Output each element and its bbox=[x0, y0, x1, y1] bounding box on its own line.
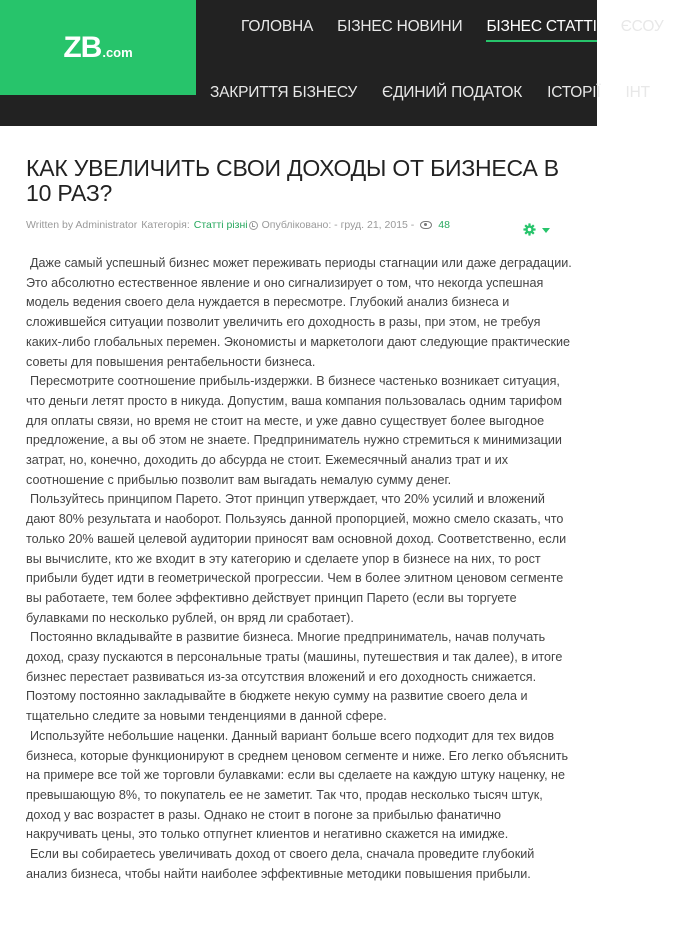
gear-icon bbox=[523, 223, 536, 236]
article-meta bbox=[26, 219, 450, 231]
caret-down-icon bbox=[542, 228, 550, 233]
article-paragraph: Пересмотрите соотношение прибыль-издержки. В бизнесе частенько возникает ситуация, что деньги летят просто в никуда. Допустим, ваша компания пользовалась одним тарифом для оплаты связи, но время не стоит на месте, и уже давно существует более выгодное предложение, а вы об этом не знаете. Предприниматель нужно стремиться к минимизации затрат, но, конечно, доходить до абсурда не стоит. Ежемесячный анализ трат и их соотношение с прибылью позволит вам выгадать немалую сумму денег. bbox=[26, 374, 563, 487]
eye-icon bbox=[420, 221, 432, 229]
meta-category-link[interactable]: Статті різні bbox=[193, 219, 248, 231]
article-paragraph: Используйте небольшие наценки. Данный вариант больше всего подходит для тех видов бизнеса, которые функционируют в среднем ценовом сегменте и ниже. Его легко объяснить на примере все той же торговли булавками: если вы сделаете на каждую штуку наценку, не превышающую 8%, то покупатель ее не заметит. Так что, продав несколько тысяч штук, доход у вас возрастет в разы. Однако не стоит в погоне за прибылью фанатично накручивать цены, это только отпугнет клиентов и негативно скажется на имидже. bbox=[26, 728, 569, 842]
article-title: КАК УВЕЛИЧИТЬ СВОИ ДОХОДЫ ОТ БИЗНЕСА В 10 РАЗ? bbox=[26, 155, 559, 206]
main-nav-row-2 bbox=[210, 84, 675, 106]
logo-text: ZB bbox=[63, 30, 102, 64]
article-paragraph: Пользуйтесь принципом Парето. Этот принцип утверждает, что 20% усилий и вложений дают 80% результата и наоборот. Пользуясь данной пропорцией, можно смело сказать, что только 20% вашей целевой аудитории приносят вам основной доход. Соответственно, если вы вычислите, кто же входит в эту категорию и сделаете упор в бизнесе на них, то рост прибыли будет идти в геометрической прогрессии. Чем в более элитном ценовом сегменте вы работаете, тем более эффективно действует принцип Парето (если вы торгуете булавками по несколько рублей, он вряд ли сработает). bbox=[26, 492, 567, 625]
nav-item-business-news[interactable]: БІЗНЕС НОВИНИ bbox=[337, 18, 463, 35]
nav-item-int[interactable]: ІНТ bbox=[625, 84, 650, 101]
nav-item-home[interactable]: ГОЛОВНА bbox=[241, 18, 314, 35]
meta-published: Опубліковано: - груд. 21, 2015 - bbox=[261, 219, 415, 231]
nav-item-esou[interactable]: ЄСОУ bbox=[620, 18, 664, 35]
article-body bbox=[26, 254, 572, 885]
logo-suffix: .com bbox=[102, 44, 133, 60]
article-tools-dropdown[interactable] bbox=[523, 223, 550, 236]
meta-author: Written by Administrator bbox=[26, 219, 138, 231]
article-paragraph: Постоянно вкладывайте в развитие бизнеса. Многие предприниматель, начав получать доход, сразу пускаются в персональные траты (машины, путешествия и так далее), в итоге бизнес перестает развиваться из-за отсутствия вложений и его доходность снижается. Поэтому постоянно закладывайте в бюджете некую сумму на развитие своего дела и тщательно следите за новыми тенденциями в данной сфере. bbox=[26, 630, 563, 724]
site-logo[interactable] bbox=[0, 0, 196, 95]
site-header bbox=[0, 0, 664, 126]
main-nav-row-1 bbox=[241, 18, 688, 42]
article-paragraph: Даже самый успешный бизнес может переживать периоды стагнации или даже деградации. Это абсолютно естественное явление и оно сигнализирует о том, что некогда успешная модель ведения своего дела нуждается в пересмотре. Глубокий анализ бизнеса и сложившейся ситуации позволит увеличить его доходность в разы, при этом, не требуя каких-либо глобальных перемен. Экономисты и маркетологи дают следующие практические советы для повышения рентабельности бизнеса. bbox=[26, 256, 572, 369]
nav-item-business-closure[interactable]: ЗАКРИТТЯ БІЗНЕСУ bbox=[210, 84, 358, 101]
clock-icon bbox=[249, 221, 258, 230]
nav-item-business-articles[interactable]: БІЗНЕС СТАТТІ bbox=[486, 18, 596, 42]
meta-category-label: Категорія: bbox=[141, 219, 190, 231]
article-paragraph: Если вы собираетесь увеличивать доход от своего дела, сначала проведите глубокий анализ бизнеса, чтобы найти наиболее эффективные методики повышения прибыли. bbox=[26, 847, 535, 881]
nav-item-stories[interactable]: ІСТОРІЇ bbox=[547, 84, 601, 101]
nav-item-single-tax[interactable]: ЄДИНИЙ ПОДАТОК bbox=[382, 84, 523, 101]
meta-hits: 48 bbox=[438, 219, 450, 231]
